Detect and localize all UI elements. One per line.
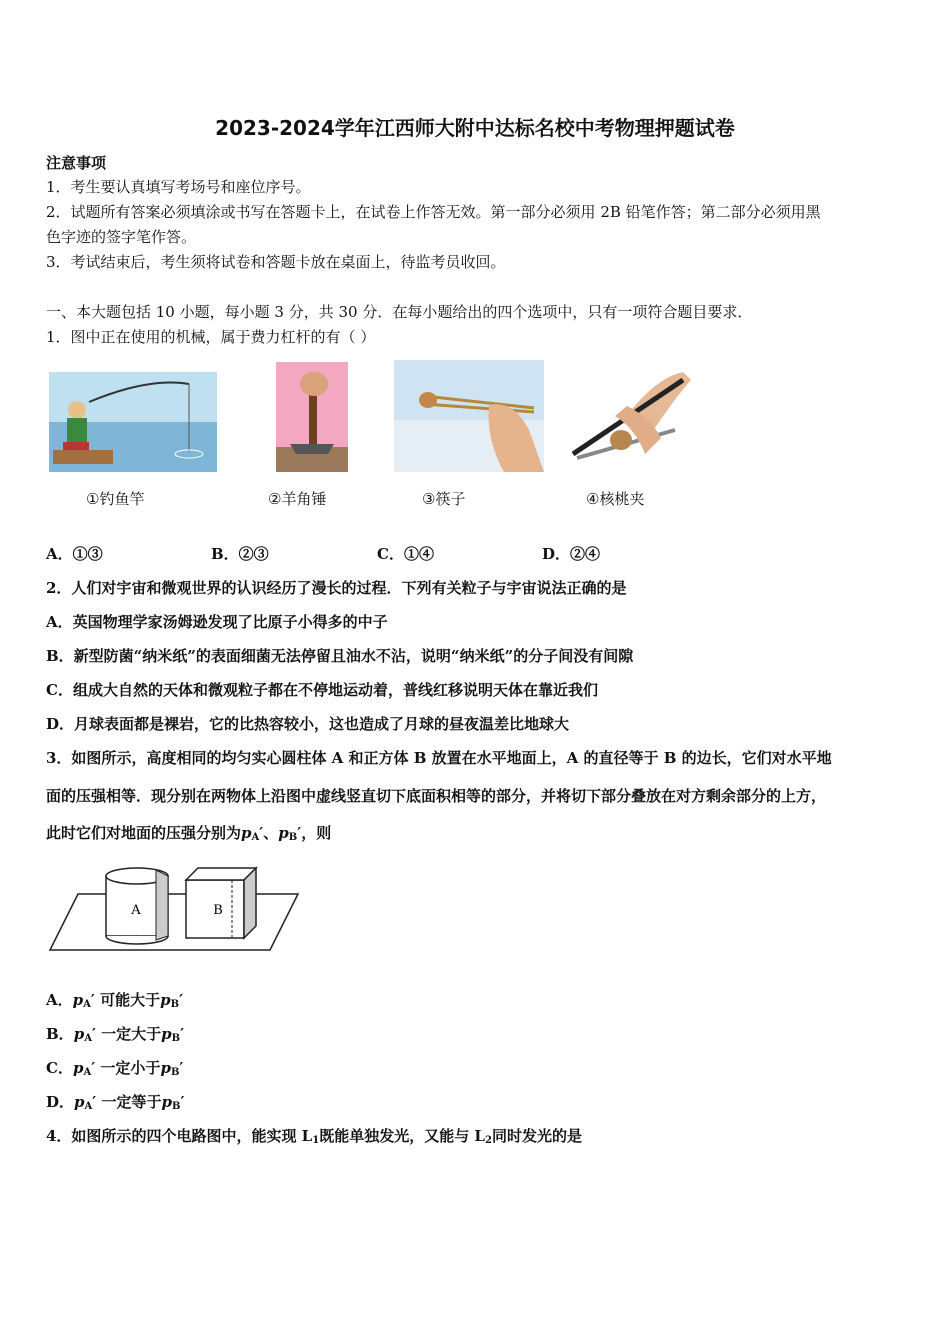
notice-item-1: 1．考生要认真填写考场号和座位序号。: [46, 178, 311, 196]
q3-option-d: D．$p_A'$ 一定等于$p_B'$: [46, 1093, 185, 1112]
q1-option-d: D．②④: [542, 545, 601, 563]
q1-option-b: B．②③: [211, 545, 269, 563]
q3-stem-line1: 3．如图所示，高度相同的均匀实心圆柱体 A 和正方体 B 放置在水平地面上，A 的直径等于 B 的边长，它们对水平地: [46, 749, 832, 767]
q3-stem-line3: 此时它们对地面的压强分别为$p_A'$、$p_B'$，则: [46, 824, 332, 843]
page-title: 2023-2024学年江西师大附中达标名校中考物理押题试卷: [215, 116, 735, 140]
q3-option-c: C．$p_A'$ 一定小于$p_B'$: [46, 1059, 184, 1078]
q1-caption-1: ①钓鱼竿: [86, 490, 145, 508]
figure-label-b: B: [213, 903, 223, 918]
q2-stem: 2．人们对宇宙和微观世界的认识经历了漫长的过程．下列有关粒子与宇宙说法正确的是: [46, 579, 627, 597]
cylinder-cube-figure: [48, 864, 303, 956]
q1-stem: 1．图中正在使用的机械，属于费力杠杆的有（ ）: [46, 328, 376, 346]
q4-stem: 4．如图所示的四个电路图中，能实现 $L_1$既能单独发光，又能与 $L_2$同时发光的是: [46, 1127, 582, 1146]
nutcracker-image: [565, 358, 695, 466]
notice-item-2-line2: 色字迹的签字笔作答。: [46, 228, 197, 246]
q1-caption-3: ③筷子: [422, 490, 466, 508]
q2-option-c: C．组成大自然的天体和微观粒子都在不停地运动着，普线红移说明天体在靠近我们: [46, 681, 598, 699]
q3-option-a: A．$p_A'$ 可能大于$p_B'$: [46, 991, 184, 1010]
notice-item-3: 3．考试结束后，考生须将试卷和答题卡放在桌面上，待监考员收回。: [46, 253, 506, 271]
q1-caption-2: ②羊角锤: [268, 490, 327, 508]
q1-caption-4: ④核桃夹: [586, 490, 645, 508]
section-1-heading: 一、本大题包括 10 小题，每小题 3 分，共 30 分．在每小题给出的四个选项中，只有一项符合题目要求．: [46, 303, 753, 321]
notice-item-2-line1: 2．试题所有答案必须填涂或书写在答题卡上，在试卷上作答无效。第一部分必须用 2B 铅笔作答；第二部分必须用黑: [46, 203, 821, 221]
chopsticks-image: [394, 360, 544, 472]
q1-option-c: C．①④: [377, 545, 434, 563]
q3-stem-line2: 面的压强相等．现分别在两物体上沿图中虚线竖直切下底面积相等的部分，并将切下部分叠放在对方剩余部分的上方，: [46, 787, 827, 805]
q2-option-a: A．英国物理学家汤姆逊发现了比原子小得多的中子: [46, 613, 388, 631]
q2-option-b: B．新型防菌“纳米纸”的表面细菌无法停留且油水不沾，说明“纳米纸”的分子间没有间隙: [46, 647, 634, 665]
claw-hammer-image: [276, 362, 348, 472]
figure-label-a: A: [131, 903, 141, 918]
notice-heading: 注意事项: [46, 154, 107, 172]
fishing-rod-image: [49, 372, 217, 472]
q2-option-d: D．月球表面都是裸岩，它的比热容较小，这也造成了月球的昼夜温差比地球大: [46, 715, 570, 733]
q1-option-a: A．①③: [46, 545, 103, 563]
q3-option-b: B．$p_A'$ 一定大于$p_B'$: [46, 1025, 185, 1044]
